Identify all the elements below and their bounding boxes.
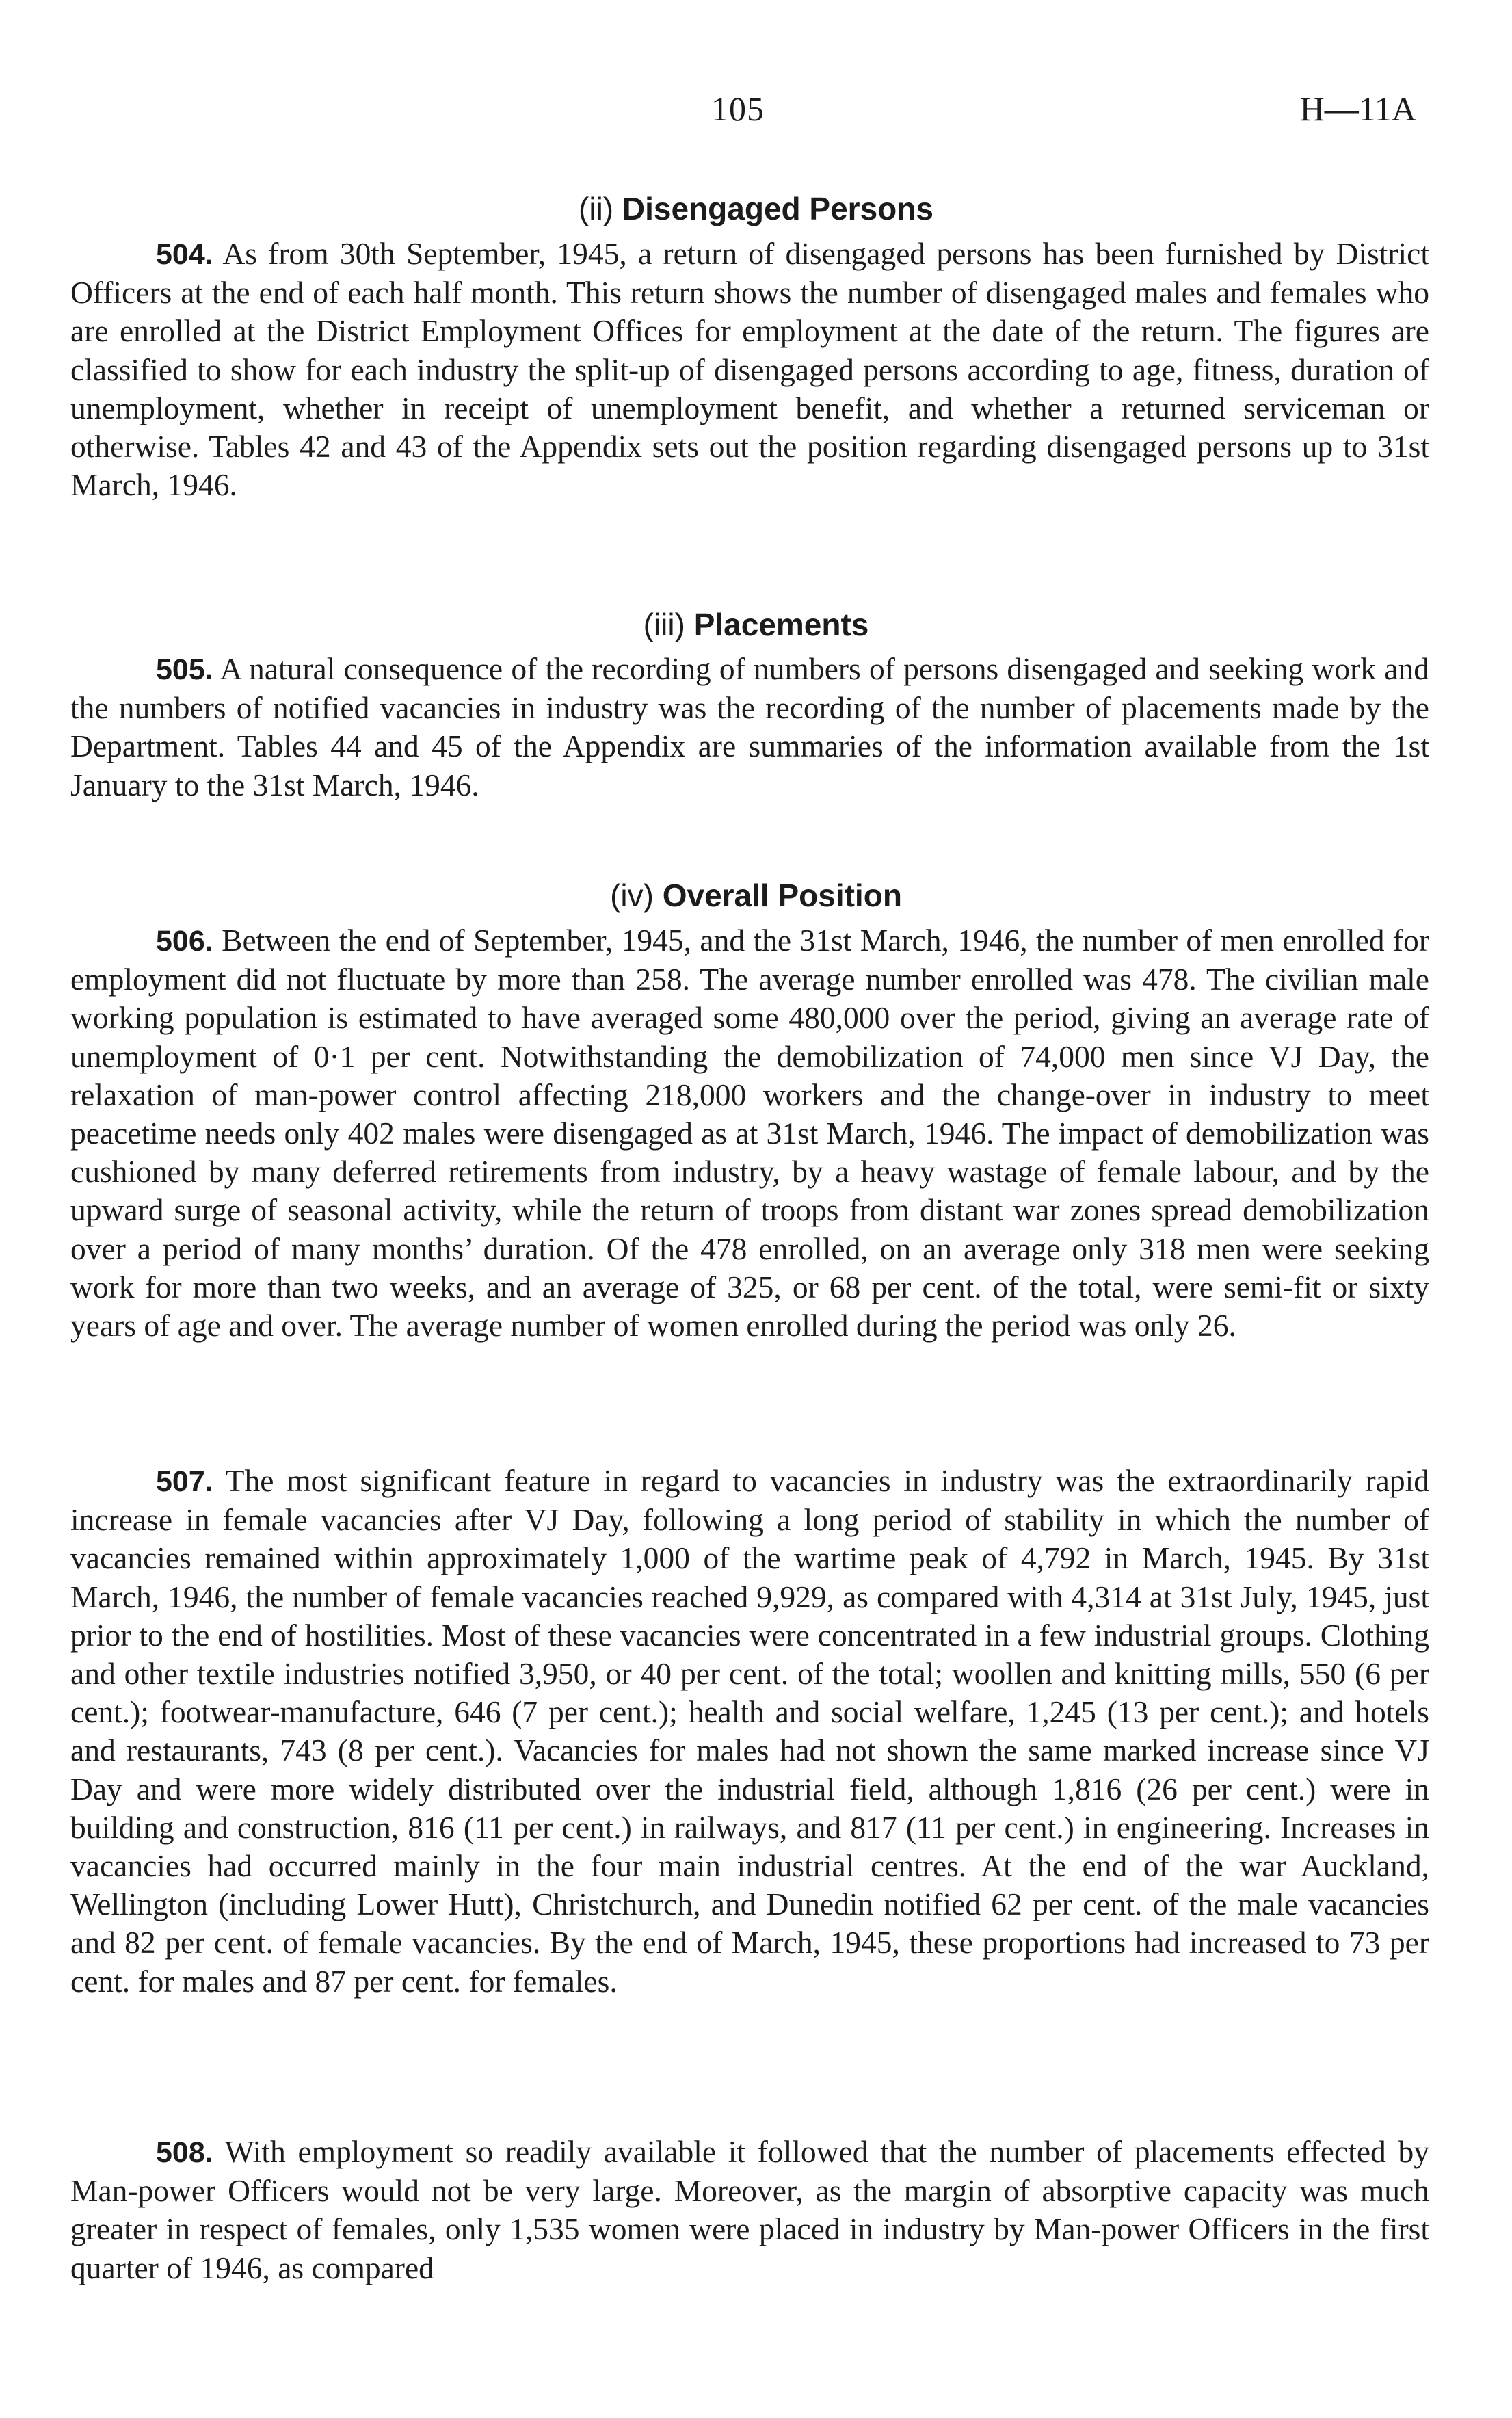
- paragraph-text: As from 30th September, 1945, a return of disengaged persons has been furnished by District Officers at the end of each half month. This return shows the number of disengaged males and females who are enrolled at the District Employment Offices for employment at the date of the return. The figures are classified to show for each industry the split-up of disengaged persons according to age, fitness, duration of unemployment, whether in receipt of unemployment benefit, and whether a returned serviceman or otherwise. Tables 42 and 43 of the Appendix sets out the position regarding disengaged persons up to 31st March, 1946.: [70, 236, 1429, 503]
- section-title: Disengaged Persons: [622, 191, 933, 226]
- paragraph-text: Between the end of September, 1945, and the 31st March, 1946, the number of men enrolled for employment did not fluctuate by more than 258. The average number enrolled was 478. The civilian male working population is estimated to have averaged some 480,000 over the period, giving an average rate of unemployment of 0·1 per cent. Notwithstanding the demobilization of 74,000 men since VJ Day, the relaxation of man-power control affecting 218,000 workers and the change-over in industry to meet peacetime needs only 402 males were disengaged as at 31st March, 1946. The impact of demobilization was cushioned by many deferred retirements from industry, by a heavy wastage of female labour, and by the upward surge of seasonal activity, while the return of troops from distant war zones spread demobilization over a period of many months’ duration. Of the 478 enrolled, on an average only 318 men were seeking work for more than two weeks, and an average of 325, or 68 per cent. of the total, were semi-fit or sixty years of age and over. The average number of women enrolled during the period was only 26.: [70, 923, 1429, 1343]
- paragraph-text: A natural consequence of the recording of numbers of persons disengaged and seeking work and the numbers of notified vacancies in industry was the recording of the number of placements made by the Department. Tables 44 and 45 of the Appendix are summaries of the information available from the 1st January to the 31st March, 1946.: [70, 651, 1429, 802]
- section-number: (iii): [643, 607, 685, 642]
- page-number: 105: [711, 90, 765, 128]
- section-heading-placements: [0, 606, 1512, 643]
- section-number: (iv): [610, 878, 654, 913]
- paragraph-number: 505.: [156, 653, 213, 686]
- paragraph-504: [70, 235, 1429, 504]
- document-reference: H—11A: [1299, 90, 1416, 128]
- paragraph-number: 504.: [156, 238, 213, 271]
- paragraph-number: 507.: [156, 1465, 213, 1498]
- paragraph-number: 506.: [156, 925, 213, 958]
- paragraph-number: 508.: [156, 2136, 213, 2169]
- paragraph-507: [70, 1462, 1429, 2001]
- paragraph-text: With employment so readily available it followed that the number of placements effected by Man-power Officers would not be very large. Moreover, as the margin of absorptive capacity was much greater in respect of females, only 1,535 women were placed in industry by Man-power Officers in the first quarter of 1946, as compared: [70, 2134, 1429, 2285]
- section-heading-disengaged-persons: [0, 190, 1512, 227]
- paragraph-505: [70, 650, 1429, 804]
- paragraph-text: The most significant feature in regard to vacancies in industry was the extraordinarily rapid increase in female vacancies after VJ Day, following a long period of stability in which the number of vacancies remained within approximately 1,000 of the wartime peak of 4,792 in March, 1945. By 31st March, 1946, the number of female vacancies reached 9,929, as compared with 4,314 at 31st July, 1945, just prior to the end of hostilities. Most of these vacancies were concentrated in a few industrial groups. Clothing and other textile industries notified 3,950, or 40 per cent. of the total; woollen and knitting mills, 550 (6 per cent.); footwear-manufacture, 646 (7 per cent.); health and social welfare, 1,245 (13 per cent.); and hotels and restaurants, 743 (8 per cent.). Vacancies for males had not shown the same marked increase since VJ Day and were more widely distributed over the industrial field, although 1,816 (26 per cent.) were in building and construction, 816 (11 per cent.) in railways, and 817 (11 per cent.) in engineering. Increases in vacancies had occurred mainly in the four main industrial centres. At the end of the war Auckland, Wellington (including Lower Hutt), Christchurch, and Dunedin notified 62 per cent. of the male vacancies and 82 per cent. of female vacancies. By the end of March, 1945, these proportions had increased to 73 per cent. for males and 87 per cent. for females.: [70, 1463, 1429, 1999]
- paragraph-506: [70, 921, 1429, 1345]
- section-heading-overall-position: [0, 877, 1512, 914]
- paragraph-508: [70, 2133, 1429, 2287]
- section-title: Placements: [693, 607, 869, 642]
- section-number: (ii): [579, 191, 614, 226]
- section-title: Overall Position: [662, 878, 902, 913]
